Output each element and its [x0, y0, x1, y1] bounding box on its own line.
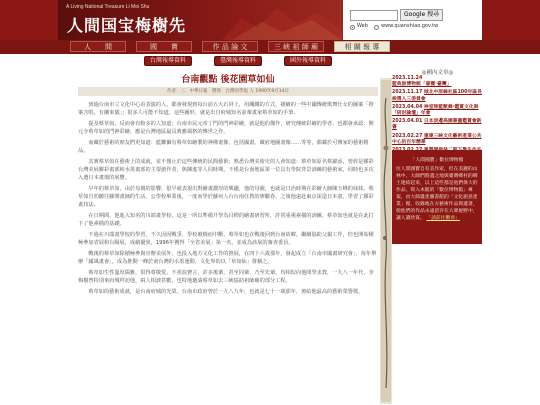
nav-treasure[interactable]: 國 寶: [136, 41, 192, 52]
subnav-local-reports[interactable]: 臺灣報導資料: [214, 56, 262, 66]
site-header: [0, 0, 540, 40]
news-heading: ◎國內文章◎: [421, 70, 454, 76]
paragraph: 到過台南市立文化中心看表演的人，都會發現到每台前五大石屏上，用繩繩的方式，描繪的一些中國傳統歌舞仕女的圖案「推案含唱，有蘭來儀」；很多人可能不知道，這些圖形，就是出自府城知名前輩畫家蔡草如的手筆。: [78, 102, 374, 116]
nav-reports[interactable]: 相 關 報 導: [334, 41, 390, 52]
promo-link[interactable]: 「請前往觀看」: [426, 216, 460, 221]
paragraph: 不過在川端畫學校的學習，不久因因戰爭，學校被燒而中斷，蔡草如也在戰後回到台南故鄉，繼續協助父親工作，但也開始積極參加省展和台陽展，成績優異，1996年獲得「全省美展」第一名，並成為該展的審查委員。: [78, 232, 374, 246]
article-title: 台南觀點 後花園草如仙: [181, 75, 275, 85]
nav-temple[interactable]: 三 峽 祖 師 廟: [268, 41, 324, 52]
news-item[interactable]: 2023.02.27 重建三峽文化藝術產業公共中心的百年精華: [392, 133, 482, 145]
paragraph: 早年的蔡草如，由於母親的影響，很早就表現出對繪畫濃厚的興趣，他的母親，也就是日治時期在彩繪大師陳玉峰的妹妹，蔡草如自幼聽往蘇開畫師的生活。公學校畢業後，一度而學於蘇州人台台南任教的廖繼春，之後他遠赴東京深造日本畫，學習了膠彩畫技法。: [78, 186, 374, 208]
news-item[interactable]: 2023.11.17 城北中原線社區100年區長候選人三委員會: [392, 90, 482, 102]
radio-web-label: Web: [357, 23, 368, 29]
left-gutter: [0, 54, 58, 405]
news-item[interactable]: 2023.04.04 神室陸藍獸舞·鑑賞文化與「研討論壇」年會: [392, 104, 479, 117]
paragraph: 戰後的蔡草如除積極參與官辦美展外，也投入地方文化工作的推展，在四十六歲那年，發起成立「台南市國畫研究會」，每年舉辦「國風畫會」，成為推動一峰於南台灣的水墨運動，文化界的以「草如仙」尊稱之。: [78, 251, 377, 265]
sub-nav: [58, 54, 482, 68]
radio-web[interactable]: [350, 25, 355, 30]
nav-works[interactable]: 作 品 論 文: [202, 41, 258, 52]
header-mountain-art: [222, 0, 342, 40]
article-body: [78, 101, 378, 299]
paragraph: 在日期間，他進入知名的川端畫學校，這是一所以準備升學為目標的繪畫研習所，許常重視素描的訓練。蔡草如也就是在此打下了他素描的基礎。: [78, 213, 374, 227]
promo-title: 「人間國寶」數位博物館: [410, 158, 464, 163]
radio-site[interactable]: [374, 25, 379, 30]
news-item[interactable]: 2023.04.01 日本淡邊高園書畫鑑賞會新書: [392, 119, 482, 131]
promo-text: 位人間國寶自有美作家，但在美麗的山林中，大師們將遺之地與臺灣鄉村的鄉土連結起來，以上這些都是他們偉大的作品，寫入本館的「數位博物館」專案，由大師遺產圖書館的「文化創意產業」館，收錄地在方藝術作品與遺著，使他們的作品永遠留存在大眾視野中，讓人讀欣賞。: [396, 167, 478, 221]
right-gutter: [482, 54, 540, 405]
paragraph: 蔡草如的藝術成就，是台南府城的光榮。台南市政府曾於一九八九年，也就是七十一歲那年，頒給他最高的藝術榮譽獎。: [88, 289, 364, 295]
search-input[interactable]: [350, 10, 398, 21]
radio-site-label: www.quanshiao.gov.tw: [381, 23, 439, 29]
article-byline: 作者：三．中華日報 撰寫：台灣的學報 人 1990年9月14日: [78, 87, 378, 96]
promo-box: [392, 154, 482, 244]
paragraph: 其實蔡草如在藝術上的成就，並不僅止於這些傳統的民間藝術；熟悉台灣美術史的人會知道：蔡草如原名蔡錦添，曾經是膠彩台灣美展膠彩畫部和水墨畫部的主要創作者，與陳進等人同時期，不僅是台南地區第一位具有學院背景訓練的藝術家，同時也多次入選日本畫壇的展覽。: [78, 159, 374, 181]
paragraph: 提及蔡草如，反而會有較多的人知道；台南市民元帝丁門的門神彩繪，就是他的傑作，研究傳統彩繪的學者，也都會承認：開元寺蔡草如的門神彩繪，應是台灣地區最具典雅風格的傳世之作。: [78, 121, 374, 135]
subnav-foreign-reports[interactable]: 國外報導資料: [284, 56, 332, 66]
nav-people[interactable]: 人 間: [70, 41, 126, 52]
subnav-taiwan-reports[interactable]: 台灣報導資料: [144, 56, 192, 66]
paragraph: 蔡草如生性溫厚儒雅，很得尊敬愛，不喜浪費言，許多後輩，甚至同輩，乃至先輩，均相似向他問學求教，一九八一年代，李梅樹曾特別來府城拜訪他，兩人相談甚歡，也特地邀請蔡草如去三峽協助祖師廟的部分工程。: [78, 270, 374, 284]
paragraph: 而藏於藝術的朋友們更知道：藍雛獅有蔡草如繪製的神佛畫像，包括國畫、藏府地圖畫像……等等，都藏於可傳家的藝術精品。: [78, 140, 369, 154]
brand-english: A Living National Treasure Li Mei Shu: [66, 4, 150, 10]
news-item[interactable]: 2023.11.24 藍典說博物館「碳覆·臺灣」: [392, 76, 452, 88]
header-edge: [482, 0, 540, 40]
google-search-button[interactable]: Google 搜尋: [400, 9, 443, 21]
painting-strip: [380, 78, 392, 404]
brand-logo[interactable]: 人間国宝梅樹先: [67, 16, 187, 35]
